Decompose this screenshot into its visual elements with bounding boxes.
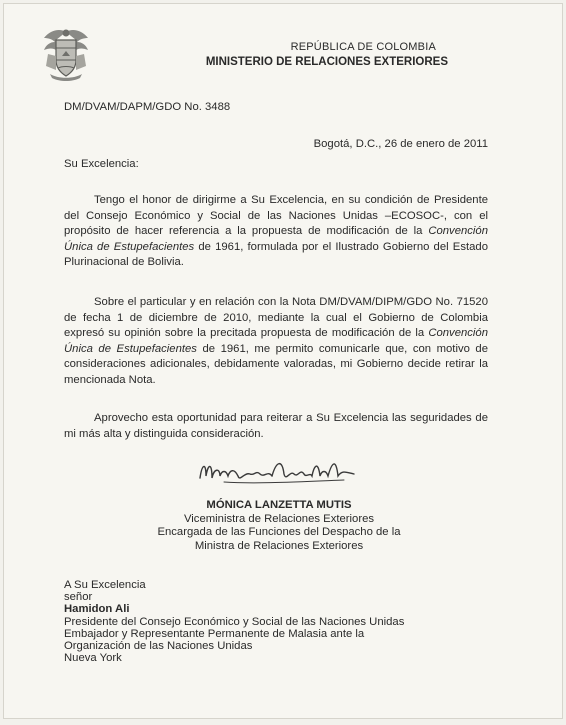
paragraph-2-text-b: de 1961, me permito comunicarle que, con motivo de consideraciones adicionales, debidamente valoradas, mi Gobierno decide retirar la mencionada Nota.: [64, 342, 488, 386]
colombia-coat-of-arms-icon: [40, 26, 92, 82]
reference-number: DM/DVAM/DAPM/GDO No. 3488: [64, 101, 231, 113]
ministry-name: MINISTERIO DE RELACIONES EXTERIORES: [205, 56, 448, 68]
addressee-name: Hamidon Ali: [64, 603, 130, 616]
addressee-block: [64, 579, 404, 664]
letter-page: [3, 3, 563, 719]
signer-title-3: Ministra de Relaciones Exteriores: [194, 539, 364, 552]
signer-title-2: Encargada de las Funciones del Despacho de la: [157, 526, 401, 538]
addressee-line-6: Nueva York: [64, 652, 122, 665]
salutation: Su Excelencia:: [64, 158, 139, 170]
addressee-title: señor: [64, 591, 93, 604]
addressee-line-2: [64, 591, 404, 615]
paragraph-2: [64, 295, 488, 388]
paragraph-1-text-a: Tengo el honor de dirigirme a Su Excelencia, en su condición de Presidente del Consejo Económico y Social de las Naciones Unidas –ECOSOC-, con el propósito de hacer referencia a la propuesta de modificación de la: [64, 194, 488, 237]
signer-name: MÓNICA LANZETTA MUTIS: [206, 499, 352, 511]
paragraph-1-convention-title: Convención Única de Estupefacientes: [64, 225, 488, 253]
paragraph-3-text: Aprovecho esta oportunidad para reiterar a Su Excelencia las seguridades de mi más alta y distinguida consideración.: [64, 412, 488, 440]
paragraph-2-text-a: Sobre el particular y en relación con la Nota DM/DVAM/DIPM/GDO No. 71520 de fecha 1 de diciembre de 2010, mediante la cual el Gobierno de Colombia expresó su opinión sobre la precitada propuesta de modificación de la: [64, 296, 488, 339]
addressee-line-5: Organización de las Naciones Unidas: [64, 640, 253, 653]
paragraph-1-text-b: de 1961, formulada por el Ilustrado Gobierno del Estado Plurinacional de Bolivia.: [64, 240, 488, 268]
handwritten-signature-icon: [194, 452, 364, 492]
addressee-line-3: Presidente del Consejo Económico y Social de las Naciones Unidas: [64, 615, 405, 628]
addressee-line-1: A Su Excelencia: [64, 579, 146, 591]
letter-date: Bogotá, D.C., 26 de enero de 2011: [313, 138, 488, 150]
paragraph-1: [64, 193, 488, 271]
paragraph-2-convention-title: Convención Única de Estupefacientes: [64, 327, 488, 355]
addressee-line-4: Embajador y Representante Permanente de Malasia ante la: [64, 627, 365, 640]
signer-title-1: Viceministra de Relaciones Exteriores: [183, 512, 375, 525]
paragraph-3: [64, 411, 488, 442]
signer-block: [154, 499, 404, 553]
republic-name: REPÚBLICA DE COLOMBIA: [290, 41, 436, 53]
